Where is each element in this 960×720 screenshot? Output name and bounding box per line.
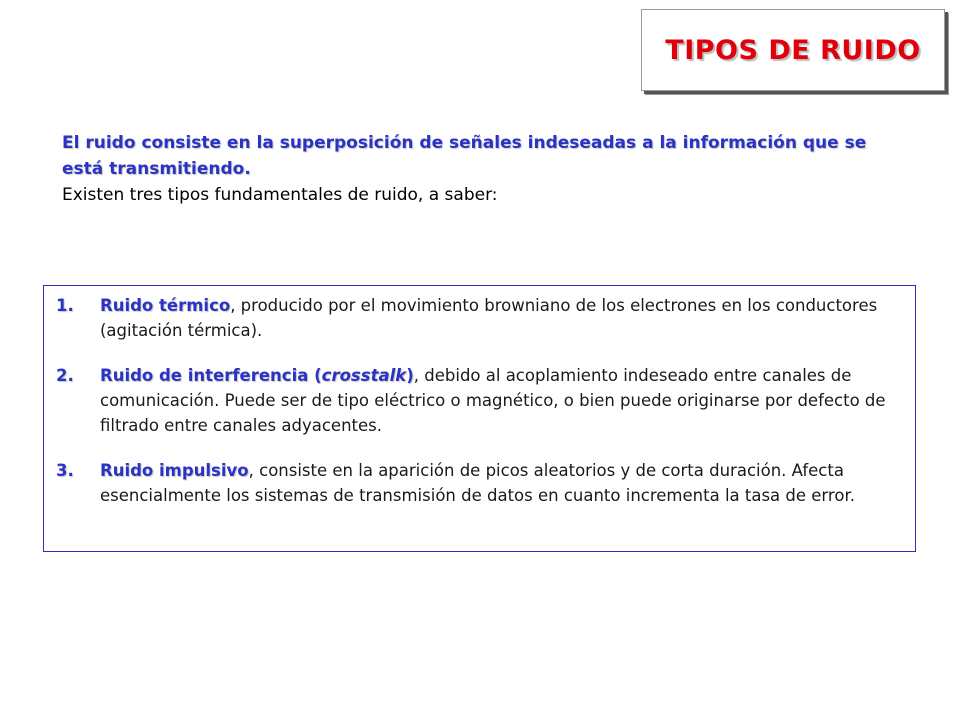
item-term: Ruido impulsivo: [100, 461, 249, 480]
item-term: [100, 366, 414, 385]
intro-section: [62, 130, 882, 208]
item-body: [100, 293, 905, 343]
item-number: 1.: [56, 296, 74, 315]
item-body: [100, 458, 905, 508]
item-number: 3.: [56, 461, 74, 480]
list-item-impulse-noise: [56, 458, 905, 508]
item-text: , debido al acoplamiento indeseado entre canales de comunicación. Puede ser de tipo eléctrico o magnético, o bien puede originarse por defecto de filtrado entre canales adyacentes.: [100, 366, 886, 435]
noise-definition: El ruido consiste en la superposición de señales indeseadas a la información que se está transmitiendo.: [62, 133, 867, 179]
intro-lead: Existen tres tipos fundamentales de ruido, a saber:: [62, 185, 498, 205]
page-title: TIPOS DE RUIDO: [665, 34, 921, 66]
item-text: , producido por el movimiento browniano de los electrones en los conductores (agitación térmica).: [100, 296, 878, 340]
title-box: [641, 9, 945, 91]
item-number: 2.: [56, 366, 74, 385]
item-term-before: Ruido de interferencia (: [100, 366, 322, 385]
noise-types-list: [43, 285, 916, 552]
list-item-crosstalk-noise: [56, 363, 905, 438]
item-term-after: ): [406, 366, 414, 385]
item-body: [100, 363, 905, 438]
item-text: , consiste en la aparición de picos aleatorios y de corta duración. Afecta esencialmente los sistemas de transmisión de datos en cuanto incrementa la tasa de error.: [100, 461, 855, 505]
list-item-thermal-noise: [56, 293, 905, 343]
item-term-italic: crosstalk: [321, 366, 407, 385]
item-term: Ruido térmico: [100, 296, 231, 315]
